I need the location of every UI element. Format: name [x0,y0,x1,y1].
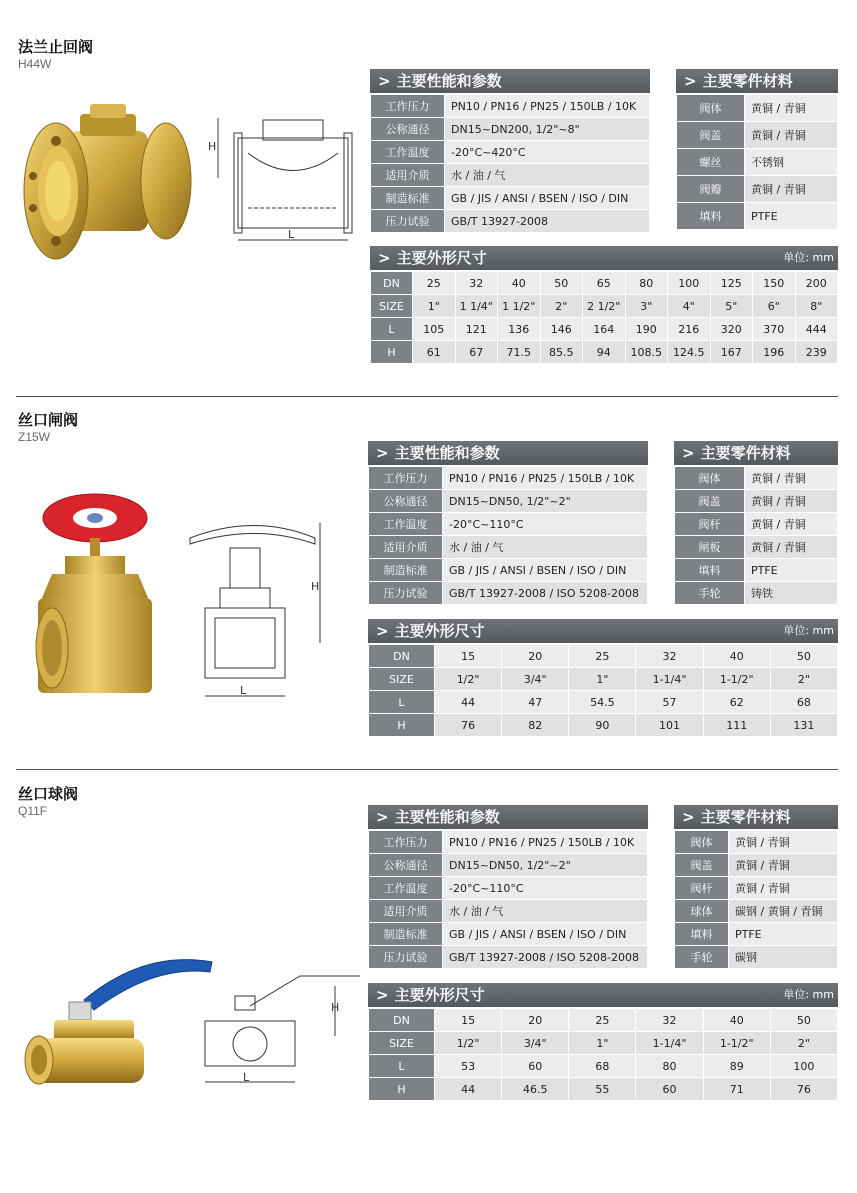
row-label: 阀杆 [675,513,745,536]
row-label: 公称通径 [369,854,443,877]
table-cell: 8" [795,295,838,318]
table-row [369,513,648,536]
table-row [369,900,648,923]
table-cell: 1" [569,1032,636,1055]
table-cell: 200 [795,272,838,295]
table-row [369,854,648,877]
table-cell: 2 1/2" [583,295,626,318]
table-cell: 3/4" [502,668,569,691]
table-cell: 15 [435,1009,502,1032]
perf-header: > 主要性能和参数 [368,805,648,829]
row-label: H [369,714,435,737]
row-label: L [369,691,435,714]
row-label: DN [369,645,435,668]
row-value: 水 / 油 / 气 [443,900,648,923]
table-cell: 40 [703,645,770,668]
gate-valve-photo [30,488,160,713]
row-label: 阀杆 [675,877,729,900]
dimensions-header: > 主要外形尺寸 单位: mm [370,246,838,270]
table-row [675,900,838,923]
dimensions-table [370,271,838,364]
table-row [369,1055,838,1078]
table-cell: 320 [710,318,753,341]
table-cell: 60 [636,1078,703,1101]
row-label: 工作压力 [371,95,445,118]
table-row [371,141,650,164]
table-cell: 94 [583,341,626,364]
table-cell: 100 [770,1055,837,1078]
table-cell: 71.5 [498,341,541,364]
table-cell: 46.5 [502,1078,569,1101]
chevron-right-icon: > [684,72,697,90]
perf-header: > 主要性能和参数 [370,69,650,93]
row-label: 阀体 [677,95,745,122]
unit-label: 单位: mm [783,624,834,637]
table-row [371,95,650,118]
table-row [371,295,838,318]
section-model: Q11F [18,804,48,818]
row-value: PTFE [745,203,838,230]
table-row [369,946,648,969]
row-value: 水 / 油 / 气 [445,164,650,187]
table-cell: 76 [770,1078,837,1101]
row-label: 填料 [677,203,745,230]
section-title: 丝口球阀 [18,785,79,803]
table-cell: 1" [569,668,636,691]
table-cell: 216 [668,318,711,341]
table-cell: 1-1/2" [703,1032,770,1055]
table-row [369,467,648,490]
table-row [369,559,648,582]
row-label: 适用介质 [369,536,443,559]
table-row [371,210,650,233]
table-row [369,536,648,559]
table-row [371,318,838,341]
table-cell: 131 [770,714,837,737]
table-row [369,1078,838,1101]
table-cell: 111 [703,714,770,737]
row-label: 工作压力 [369,467,443,490]
row-label: 制造标准 [369,923,443,946]
table-row [675,877,838,900]
table-cell: 25 [569,645,636,668]
gate-valve-drawing [185,518,335,708]
row-value: DN15~DN200, 1/2"~8" [445,118,650,141]
table-cell: 62 [703,691,770,714]
table-row [371,164,650,187]
row-label: 填料 [675,559,745,582]
row-label: 球体 [675,900,729,923]
row-value: 黄铜 / 青铜 [745,95,838,122]
row-value: 铸铁 [745,582,838,605]
table-row [677,176,838,203]
table-row [371,187,650,210]
chevron-right-icon: > [376,444,389,462]
table-row [675,513,838,536]
table-cell: 76 [435,714,502,737]
row-value: DN15~DN50, 1/2"~2" [443,490,648,513]
table-cell: 20 [502,645,569,668]
row-value: GB/T 13927-2008 [445,210,650,233]
table-cell: 65 [583,272,626,295]
row-value: 黄铜 / 青铜 [745,122,838,149]
chevron-right-icon: > [376,986,389,1004]
material-header: > 主要零件材料 [676,69,838,93]
row-label: 阀体 [675,467,745,490]
row-value: 黄铜 / 青铜 [729,854,838,877]
table-cell: 54.5 [569,691,636,714]
section-model: Z15W [18,430,51,444]
row-label: 阀瓣 [677,176,745,203]
table-cell: 80 [636,1055,703,1078]
table-cell: 100 [668,272,711,295]
table-cell: 55 [569,1078,636,1101]
section-divider [16,769,838,770]
table-cell: 108.5 [625,341,668,364]
table-row [675,831,838,854]
table-row [369,1009,838,1032]
table-cell: 4" [668,295,711,318]
drawing-h-label: H [311,580,320,593]
row-label: 阀盖 [677,122,745,149]
perf-table [368,466,648,605]
drawing-l-label: L [288,228,295,241]
table-cell: 1" [413,295,456,318]
row-label: 公称通径 [371,118,445,141]
table-cell: 68 [569,1055,636,1078]
chevron-right-icon: > [682,444,695,462]
row-value: 不锈钢 [745,149,838,176]
row-value: PN10 / PN16 / PN25 / 150LB / 10K [443,467,648,490]
table-row [369,714,838,737]
table-row [675,536,838,559]
table-cell: 90 [569,714,636,737]
table-cell: 1-1/2" [703,668,770,691]
dimensions-header: > 主要外形尺寸 单位: mm [368,619,838,643]
table-cell: 50 [770,1009,837,1032]
table-row [369,645,838,668]
row-value: GB/T 13927-2008 / ISO 5208-2008 [443,582,648,605]
row-label: 螺丝 [677,149,745,176]
row-label: 闸板 [675,536,745,559]
perf-header: > 主要性能和参数 [368,441,648,465]
table-cell: 196 [753,341,796,364]
row-label: 压力试验 [371,210,445,233]
row-label: 阀盖 [675,854,729,877]
ball-valve-drawing [195,966,365,1096]
table-cell: 124.5 [668,341,711,364]
unit-label: 单位: mm [783,988,834,1001]
row-label: H [369,1078,435,1101]
table-cell: 239 [795,341,838,364]
row-label: 适用介质 [369,900,443,923]
table-cell: 1/2" [435,668,502,691]
table-cell: 20 [502,1009,569,1032]
row-value: PTFE [729,923,838,946]
table-row [369,668,838,691]
row-label: 手轮 [675,946,729,969]
table-row [675,923,838,946]
table-row [675,490,838,513]
table-cell: 2" [770,668,837,691]
row-label: 填料 [675,923,729,946]
row-value: 水 / 油 / 气 [443,536,648,559]
table-cell: 3/4" [502,1032,569,1055]
row-label: 适用介质 [371,164,445,187]
table-row [675,854,838,877]
row-value: 黄铜 / 青铜 [729,877,838,900]
dimensions-table [368,644,838,737]
material-header: > 主要零件材料 [674,805,838,829]
table-row [675,946,838,969]
row-label: 阀盖 [675,490,745,513]
table-row [371,272,838,295]
table-cell: 44 [435,691,502,714]
table-cell: 1-1/4" [636,668,703,691]
dimensions-header: > 主要外形尺寸 单位: mm [368,983,838,1007]
table-row [677,95,838,122]
section-model: H44W [18,57,52,71]
table-row [677,149,838,176]
drawing-l-label: L [243,1071,250,1084]
table-cell: 60 [502,1055,569,1078]
table-row [369,582,648,605]
row-value: GB / JIS / ANSI / BSEN / ISO / DIN [443,923,648,946]
table-cell: 1-1/4" [636,1032,703,1055]
row-label: 阀体 [675,831,729,854]
table-cell: 164 [583,318,626,341]
table-cell: 57 [636,691,703,714]
check-valve-drawing [208,108,358,248]
dimensions-table [368,1008,838,1101]
drawing-h-label: H [331,1001,340,1014]
row-value: 黄铜 / 青铜 [745,513,838,536]
material-table [674,466,838,605]
row-value: 黄铜 / 青铜 [745,536,838,559]
ball-valve-photo [14,950,219,1090]
row-label: SIZE [369,668,435,691]
row-value: PN10 / PN16 / PN25 / 150LB / 10K [445,95,650,118]
table-cell: 2" [540,295,583,318]
table-cell: 40 [498,272,541,295]
table-row [369,831,648,854]
table-cell: 6" [753,295,796,318]
row-value: GB/T 13927-2008 / ISO 5208-2008 [443,946,648,969]
table-cell: 121 [455,318,498,341]
table-cell: 71 [703,1078,770,1101]
row-label: 压力试验 [369,582,443,605]
row-value: PN10 / PN16 / PN25 / 150LB / 10K [443,831,648,854]
flange-check-valve-photo [18,96,198,266]
row-label: 制造标准 [371,187,445,210]
table-row [369,923,648,946]
table-cell: 67 [455,341,498,364]
table-row [371,341,838,364]
table-cell: 2" [770,1032,837,1055]
table-cell: 5" [710,295,753,318]
chevron-right-icon: > [378,72,391,90]
section-title: 丝口闸阀 [18,411,79,429]
table-cell: 44 [435,1078,502,1101]
row-value: GB / JIS / ANSI / BSEN / ISO / DIN [443,559,648,582]
table-cell: 53 [435,1055,502,1078]
table-row [675,467,838,490]
row-label: DN [371,272,413,295]
table-cell: 25 [569,1009,636,1032]
table-cell: 125 [710,272,753,295]
table-row [677,122,838,149]
table-cell: 146 [540,318,583,341]
chevron-right-icon: > [376,622,389,640]
row-label: 工作温度 [369,513,443,536]
row-label: 公称通径 [369,490,443,513]
row-value: PTFE [745,559,838,582]
table-row [369,691,838,714]
table-cell: 32 [636,1009,703,1032]
row-label: 手轮 [675,582,745,605]
table-row [677,203,838,230]
table-cell: 50 [770,645,837,668]
row-value: GB / JIS / ANSI / BSEN / ISO / DIN [445,187,650,210]
row-value: 黄铜 / 青铜 [729,831,838,854]
table-cell: 40 [703,1009,770,1032]
table-cell: 150 [753,272,796,295]
table-row [369,490,648,513]
row-value: 碳钢 / 黄铜 / 青铜 [729,900,838,923]
drawing-l-label: L [240,684,247,697]
unit-label: 单位: mm [783,251,834,264]
table-cell: 1 1/4" [455,295,498,318]
drawing-h-label: H [208,140,217,153]
row-label: SIZE [371,295,413,318]
row-label: 压力试验 [369,946,443,969]
table-cell: 89 [703,1055,770,1078]
perf-table [370,94,650,233]
table-row [369,877,648,900]
table-cell: 82 [502,714,569,737]
table-cell: 370 [753,318,796,341]
row-label: L [371,318,413,341]
table-cell: 68 [770,691,837,714]
table-cell: 1/2" [435,1032,502,1055]
row-value: -20°C~420°C [445,141,650,164]
row-label: 制造标准 [369,559,443,582]
row-value: DN15~DN50, 1/2"~2" [443,854,648,877]
table-cell: 101 [636,714,703,737]
row-value: 黄铜 / 青铜 [745,467,838,490]
table-cell: 80 [625,272,668,295]
row-label: 工作温度 [369,877,443,900]
table-cell: 47 [502,691,569,714]
table-cell: 1 1/2" [498,295,541,318]
section-divider [16,396,838,397]
table-row [369,1032,838,1055]
material-table [676,94,838,230]
row-label: 工作温度 [371,141,445,164]
row-label: SIZE [369,1032,435,1055]
row-value: 黄铜 / 青铜 [745,176,838,203]
table-row [371,118,650,141]
row-value: 黄铜 / 青铜 [745,490,838,513]
perf-table [368,830,648,969]
chevron-right-icon: > [378,249,391,267]
section-title: 法兰止回阀 [18,38,94,56]
table-cell: 85.5 [540,341,583,364]
table-row [675,559,838,582]
chevron-right-icon: > [682,808,695,826]
table-cell: 15 [435,645,502,668]
table-row [675,582,838,605]
row-label: L [369,1055,435,1078]
row-value: -20°C~110°C [443,513,648,536]
table-cell: 444 [795,318,838,341]
table-cell: 61 [413,341,456,364]
table-cell: 32 [455,272,498,295]
table-cell: 50 [540,272,583,295]
table-cell: 190 [625,318,668,341]
row-value: 碳钢 [729,946,838,969]
table-cell: 136 [498,318,541,341]
table-cell: 3" [625,295,668,318]
table-cell: 167 [710,341,753,364]
row-value: -20°C~110°C [443,877,648,900]
table-cell: 32 [636,645,703,668]
chevron-right-icon: > [376,808,389,826]
material-table [674,830,838,969]
row-label: H [371,341,413,364]
table-cell: 25 [413,272,456,295]
material-header: > 主要零件材料 [674,441,838,465]
table-cell: 105 [413,318,456,341]
row-label: 工作压力 [369,831,443,854]
row-label: DN [369,1009,435,1032]
